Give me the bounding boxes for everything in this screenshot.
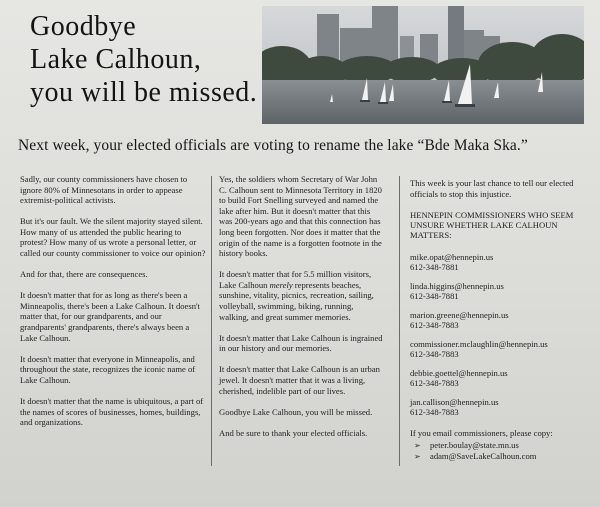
paragraph: It doesn't matter that Lake Calhoun is ingrained in our history and our memories. (219, 332, 383, 354)
phone-number: 612-348-7883 (410, 320, 459, 331)
paragraph: It doesn't matter that Lake Calhoun is an urban jewel. It doesn't matter that it was a living, cherished, indelible part of our lives. (219, 364, 380, 396)
email-address: linda.higgins@hennepin.us (410, 280, 504, 291)
phone-number: 612-348-7881 (410, 291, 459, 302)
paragraph: Goodbye Lake Calhoun, you will be missed. (219, 406, 373, 417)
column-divider (211, 176, 212, 466)
commissioner-contact (410, 368, 588, 389)
commissioners-heading: HENNEPIN COMMISSIONERS WHO SEEM UNSURE WHETHER LAKE CALHOUN MATTERS: (410, 209, 574, 240)
paragraph-text: It doesn't matter that for 5.5 million visitors, Lake Calhoun (219, 269, 372, 290)
commissioner-contact (410, 281, 588, 302)
email-address: debbie.goettel@hennepin.us (410, 367, 508, 378)
arrow-bullet-icon: ➢ (414, 441, 421, 451)
phone-number: 612-348-7883 (410, 378, 459, 389)
arrow-bullet-icon: ➢ (414, 452, 421, 462)
paragraph: And be sure to thank your elected officials. (219, 427, 368, 438)
copy-instructions: If you email commissioners, please copy: (410, 427, 553, 438)
column-3 (410, 178, 588, 462)
paragraph: It doesn't matter that everyone in Minneapolis, and throughout the state, recognizes the iconic name of Lake Calhoun. (20, 353, 196, 385)
headline-line-3: you will be missed. (30, 77, 258, 108)
copy-list-item (410, 440, 588, 451)
email-address: jan.callison@hennepin.us (410, 396, 499, 407)
phone-number: 612-348-7881 (410, 262, 459, 273)
paragraph: It doesn't matter that for as long as there's been a Minneapolis, there's been a Lake Calhoun. It doesn't matter that, for our grandparents, and our grandparents' grandparents, there's always been a Lake Calhoun. (20, 290, 200, 343)
email-address: adam@SaveLakeCalhoun.com (430, 451, 537, 462)
phone-number: 612-348-7883 (410, 349, 459, 360)
paragraph-text: represents beaches, sunshine, vitality, picnics, recreation, sailing, volleyball, swimming, biking, running, walking, and great summer memories. (219, 279, 374, 322)
commissioner-contact (410, 397, 588, 418)
lake-skyline-photo (262, 6, 584, 124)
emphasis-text: merely (269, 279, 293, 290)
copy-list-item (410, 451, 588, 462)
headline-line-1: Goodbye (30, 11, 137, 42)
call-to-action: This week is your last chance to tell our elected officials to stop this injustice. (410, 178, 574, 199)
column-2 (219, 174, 385, 449)
paragraph: It doesn't matter that the name is ubiquitous, a part of the names of scores of businesses, homes, buildings, and organizations. (20, 396, 204, 428)
paragraph: But it's our fault. We the silent majority stayed silent. How many of us attended the public hearing to protest? How many of us wrote a personal letter, or called our county commissioner to voice our opinion? (20, 216, 206, 259)
column-1 (20, 174, 206, 438)
paragraph (219, 269, 385, 322)
commissioner-contact (410, 252, 588, 273)
email-address: marion.greene@hennepin.us (410, 309, 509, 320)
paragraph: Yes, the soldiers whom Secretary of War John C. Calhoun sent to Minnesota Territory in 1820 to build Fort Snelling surveyed and named the lake after him. But it doesn't matter that this was 200-years ago and that this connection has long been forgotten. Nor does it matter that the origin of the name is a forgotten footnote in the history books. (219, 174, 382, 259)
commissioner-contact (410, 310, 588, 331)
paragraph: And for that, there are consequences. (20, 269, 148, 280)
email-address: commissioner.mclaughlin@hennepin.us (410, 338, 548, 349)
subheadline: Next week, your elected officials are voting to rename the lake “Bde Maka Ska.” (18, 137, 528, 154)
lake-skyline-illustration (262, 6, 584, 124)
email-address: peter.boulay@state.mn.us (430, 440, 519, 451)
phone-number: 612-348-7883 (410, 407, 459, 418)
headline (30, 10, 260, 109)
email-address: mike.opat@hennepin.us (410, 251, 494, 262)
column-divider (399, 176, 400, 466)
headline-line-2: Lake Calhoun, (30, 44, 202, 75)
paragraph: Sadly, our county commissioners have chosen to ignore 80% of Minnesotans in order to appease extremist-political activists. (20, 174, 188, 206)
commissioner-contact (410, 339, 588, 360)
